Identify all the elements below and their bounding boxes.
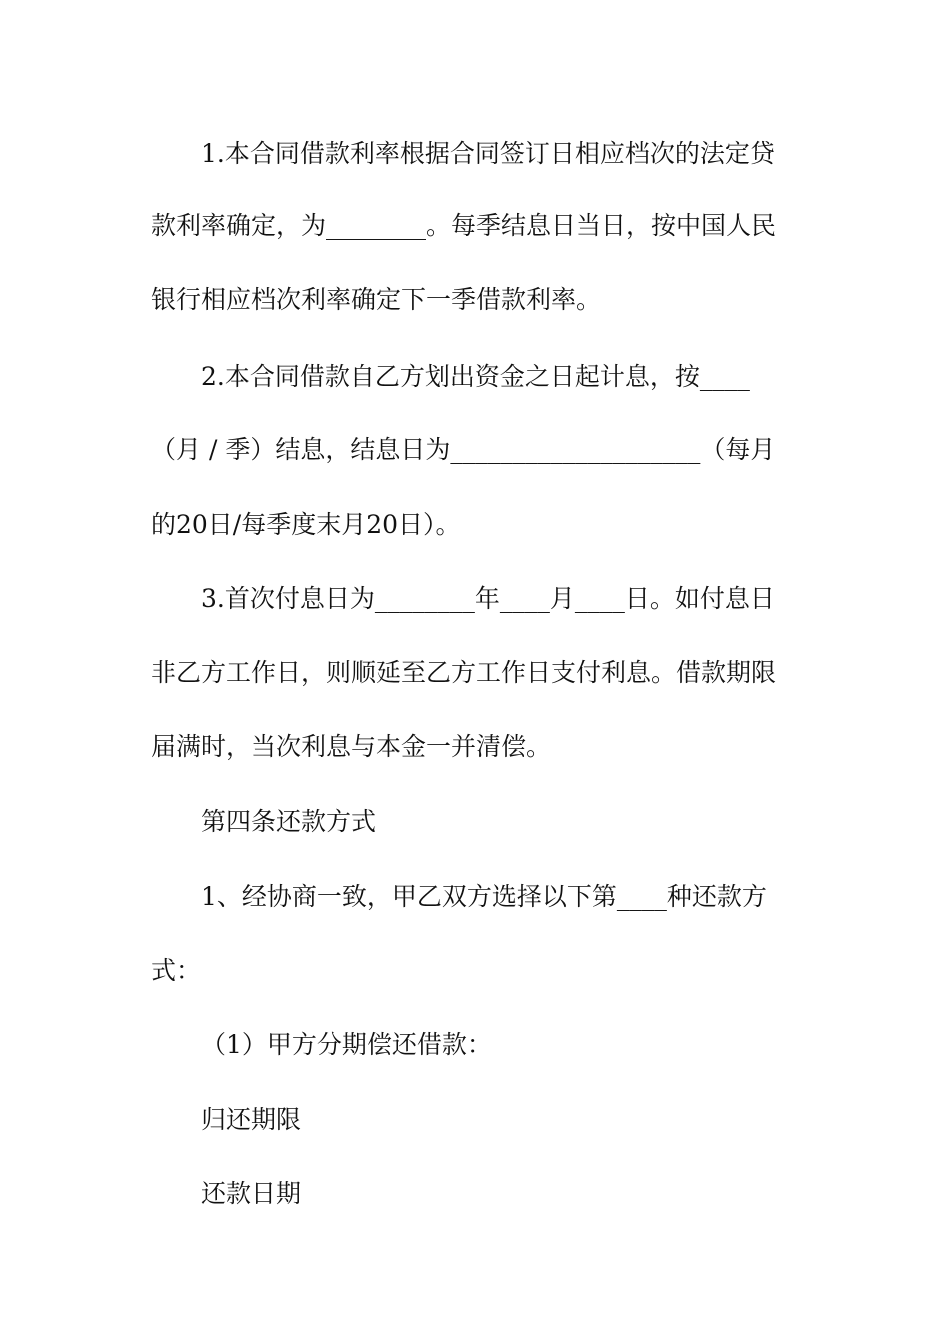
clause-3-line-1: 3.首次付息日为________年____月____日。如付息日 [201, 584, 775, 613]
clause-3-line-2: 非乙方工作日，则顺延至乙方工作日支付利息。借款期限 [151, 658, 777, 687]
clause-2-line-1: 2.本合同借款自乙方划出资金之日起计息，按____ [201, 362, 750, 391]
clause-1-line-1: 1.本合同借款利率根据合同签订日相应档次的法定贷 [201, 139, 775, 168]
clause-2-line-2: （月 / 季）结息，结息日为____________________（每月 [151, 435, 776, 464]
repayment-term-label: 归还期限 [201, 1105, 302, 1134]
repayment-option-line-1: 1、经协商一致，甲乙双方选择以下第____种还款方 [201, 882, 767, 911]
clause-1-line-2: 款利率确定，为________。每季结息日当日，按中国人民 [151, 211, 777, 240]
clause-2-line-3: 的20日/每季度末月20日）。 [151, 510, 461, 539]
repayment-option-line-2: 式： [151, 956, 202, 985]
installment-heading: （1）甲方分期偿还借款： [201, 1030, 492, 1059]
clause-3-line-3: 届满时，当次利息与本金一并清偿。 [151, 732, 552, 761]
article-4-heading: 第四条还款方式 [201, 807, 377, 836]
clause-1-line-3: 银行相应档次利率确定下一季借款利率。 [151, 285, 602, 314]
repayment-date-label: 还款日期 [201, 1179, 302, 1208]
